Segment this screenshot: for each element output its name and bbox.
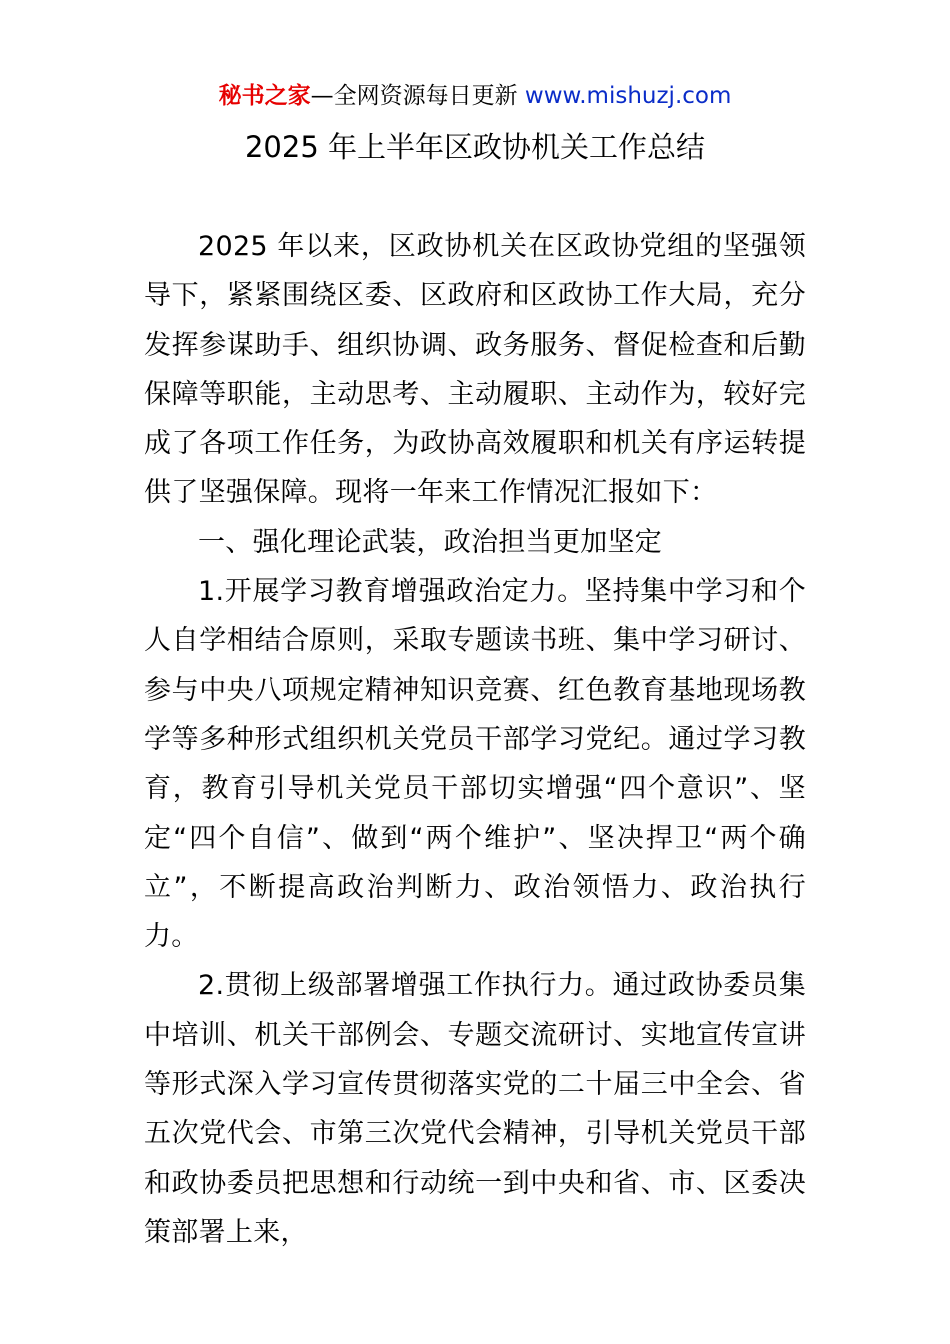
site-url-link[interactable]: www.mishuzj.com bbox=[524, 83, 732, 109]
document-body bbox=[144, 222, 806, 1257]
item-paragraph-2: 2.贯彻上级部署增强工作执行力。通过政协委员集中培训、机关干部例会、专题交流研讨、实地宣传宣讲等形式深入学习宣传贯彻落实党的二十届三中全会、省五次党代会、市第三次党代会精神，引导机关党员干部和政协委员把思想和行动统一到中央和省、市、区委决策部署上来， bbox=[144, 970, 806, 1248]
item-paragraph-1: 1.开展学习教育增强政治定力。坚持集中学习和个人自学相结合原则，采取专题读书班、集中学习研讨、参与中央八项规定精神知识竞赛、红色教育基地现场教学等多种形式组织机关党员干部学习党纪。通过学习教育，教育引导机关党员干部切实增强“四个意识”、坚定“四个自信”、做到“两个维护”、坚决捍卫“两个确立”，不断提高政治判断力、政治领悟力、政治执行力。 bbox=[144, 576, 806, 953]
header-tagline: —全网资源每日更新 bbox=[310, 83, 525, 109]
brand-name: 秘书之家 bbox=[218, 83, 311, 109]
document-title: 2025 年上半年区政协机关工作总结 bbox=[244, 130, 706, 164]
intro-paragraph: 2025 年以来，区政协机关在区政协党组的坚强领导下，紧紧围绕区委、区政府和区政协工作大局，充分发挥参谋助手、组织协调、政务服务、督促检查和后勤保障等职能，主动思考、主动履职、主动作为，较好完成了各项工作任务，为政协高效履职和机关有序运转提供了坚强保障。现将一年来工作情况汇报如下： bbox=[144, 231, 806, 509]
site-header bbox=[0, 80, 950, 112]
section-heading-1: 一、强化理论武装，政治担当更加坚定 bbox=[198, 526, 663, 558]
